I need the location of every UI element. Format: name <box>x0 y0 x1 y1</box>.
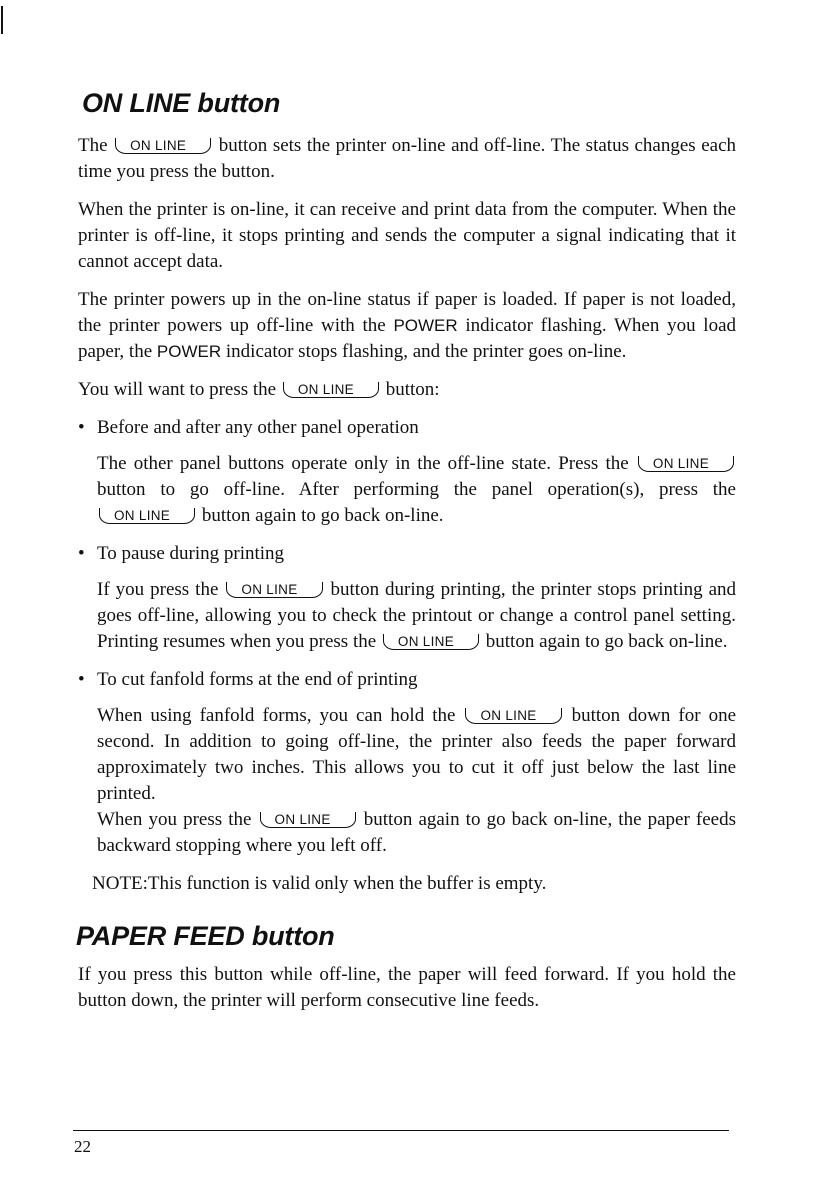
scan-edge-mark <box>1 6 3 34</box>
bullet-icon: • <box>78 417 85 439</box>
paragraph-online-intro: The ON LINE button sets the printer on-line and off-line. The status changes each time you press the button. <box>78 135 737 183</box>
online-key-icon: ON LINE <box>283 382 379 398</box>
paragraph-online-status: When the printer is on-line, it can receive and print data from the computer. When the printer is off-line, it stops printing and sends the computer a signal indicating that it cannot accept data. <box>78 199 736 273</box>
page-number: 22 <box>74 1137 91 1156</box>
list-item-body: When you press the ON LINE button again to go back on-line, the paper feeds backward stopping where you left off. <box>97 809 736 857</box>
note-text: NOTE:This function is valid only when the buffer is empty. <box>92 873 547 895</box>
online-key-icon: ON LINE <box>638 456 734 472</box>
power-indicator-label: POWER <box>393 316 458 336</box>
section-title-online: ON LINE button <box>82 88 281 118</box>
online-key-icon: ON LINE <box>383 634 479 650</box>
paragraph-press-online: You will want to press the ON LINE button: <box>78 379 440 401</box>
section-title-paper-feed: PAPER FEED button <box>76 921 335 952</box>
online-key-icon: ON LINE <box>226 582 322 598</box>
online-key-icon: ON LINE <box>115 138 211 154</box>
usage-list <box>78 415 736 859</box>
list-item-body: When using fanfold forms, you can hold the ON LINE button down for one second. In addition to going off-line, the printer also feeds the paper forward approximately two inches. This allows you to cut it off just below the last line printed. <box>97 705 736 805</box>
list-item-heading: Before and after any other panel operation <box>97 417 419 439</box>
list-item <box>78 541 736 655</box>
paragraph-paper-feed: If you press this button while off-line, the paper will feed forward. If you hold the button down, the printer will perform consecutive line feeds. <box>78 964 736 1012</box>
manual-page <box>78 88 736 1026</box>
list-item-body: If you press the ON LINE button during printing, the printer stops printing and goes off-line, allowing you to check the printout or change a control panel setting. Printing resumes when you press the ON LINE button again to go back on-line. <box>97 579 737 653</box>
list-item-heading: To pause during printing <box>97 543 285 565</box>
footer-divider <box>73 1130 729 1131</box>
online-key-icon: ON LINE <box>99 508 195 524</box>
bullet-icon: • <box>78 669 85 691</box>
online-key-icon: ON LINE <box>465 708 561 724</box>
power-indicator-label: POWER <box>156 342 222 362</box>
list-item-heading: To cut fanfold forms at the end of printing <box>97 669 418 691</box>
list-item-body: The other panel buttons operate only in the off-line state. Press the ON LINE button to go off-line. After performing the panel operation(s), press the ON LINE button again to go back on-line. <box>97 453 736 527</box>
list-item <box>78 667 736 859</box>
paragraph-power-up: The printer powers up in the on-line status if paper is loaded. If paper is not loaded, the printer powers up off-line with the POWER indicator flashing. When you load paper, the POWER indicator stops flashing, and the printer goes on-line. <box>78 289 737 363</box>
bullet-icon: • <box>78 543 85 565</box>
online-key-icon: ON LINE <box>260 812 356 828</box>
list-item <box>78 415 736 529</box>
